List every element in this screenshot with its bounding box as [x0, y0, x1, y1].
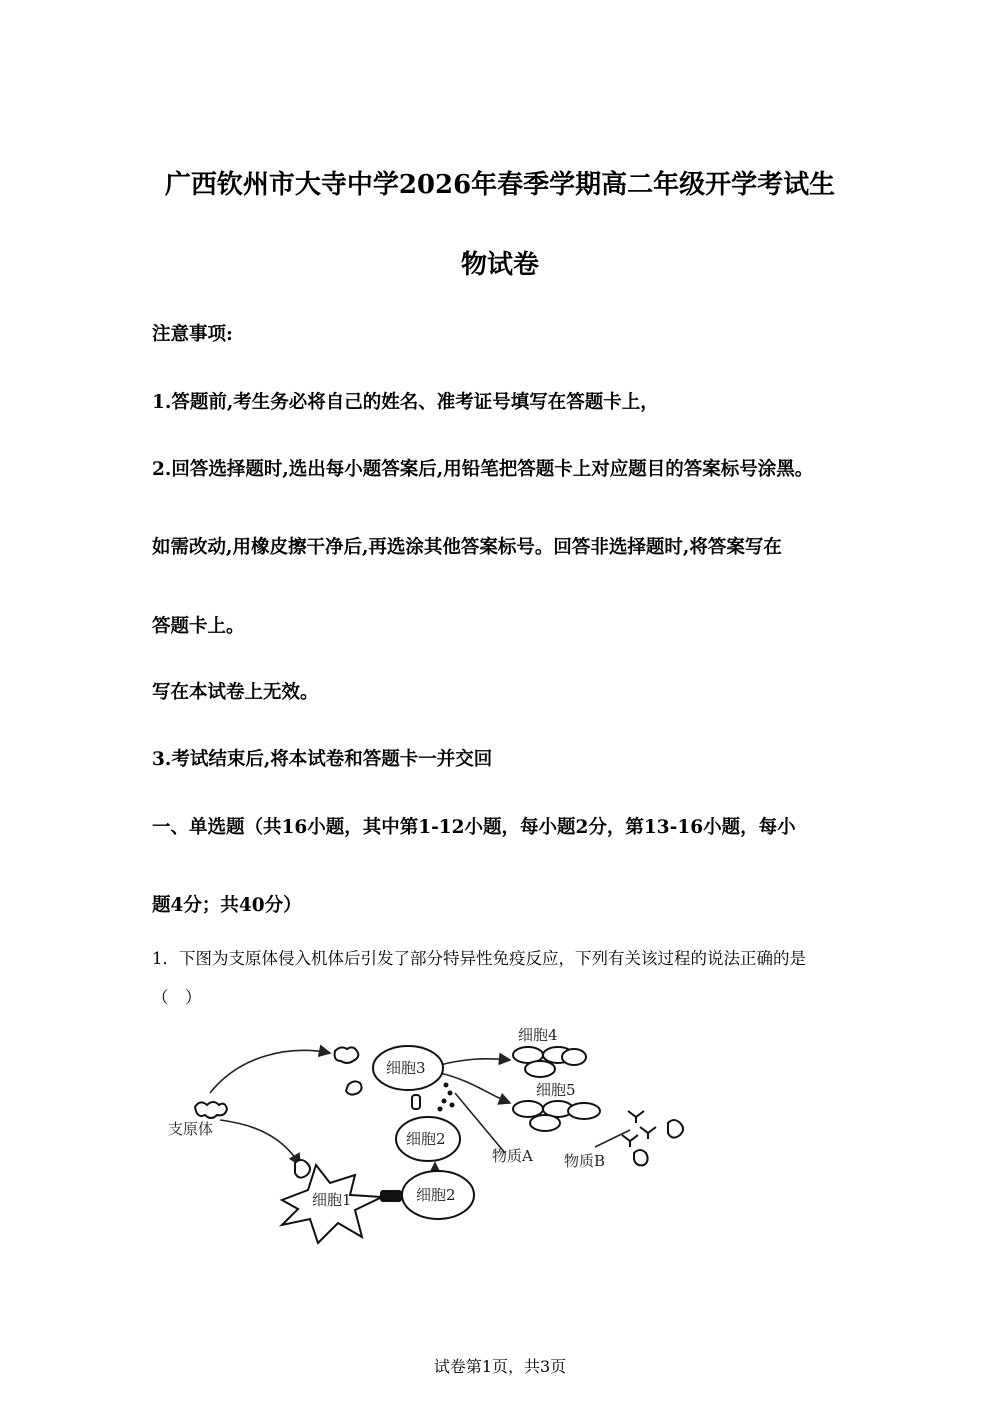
section-heading-line1: 一、单选题（共16小题，其中第1-12小题，每小题2分，第13-16小题，每小 — [152, 817, 796, 838]
page-title-line2: 物试卷 — [460, 250, 539, 280]
notice-item-2-line1: 2.回答选择题时,选出每小题答案后,用铅笔把答题卡上对应题目的答案标号涂黑。 — [152, 459, 814, 480]
cell-5-label: 细胞5 — [536, 1081, 576, 1099]
cell-3-label: 细胞3 — [386, 1059, 426, 1077]
cell-3 — [373, 1046, 443, 1090]
page-title-line1: 广西钦州市大寺中学2026年春季学期高二年级开学考试生 — [164, 170, 836, 200]
cell-2-bottom — [402, 1171, 474, 1219]
antibody-shapes — [622, 1111, 656, 1147]
pathogen-label: 支原体 — [168, 1120, 214, 1138]
notice-item-2-line4: 写在本试卷上无效。 — [152, 682, 319, 703]
pathogen-shape — [195, 1102, 227, 1118]
question-1-text-line1: 1．下图为支原体侵入机体后引发了部分特异性免疫反应，下列有关该过程的说法正确的是 — [152, 949, 806, 968]
synapse-connector — [380, 1190, 402, 1202]
substance-a-label: 物质A — [492, 1147, 533, 1165]
section-heading-line2: 题4分；共40分） — [152, 895, 302, 916]
notice-heading: 注意事项: — [152, 324, 233, 345]
cell-5-cluster — [513, 1101, 600, 1131]
immune-response-figure — [150, 1015, 710, 1245]
cell-2-bottom-label: 细胞2 — [416, 1186, 456, 1204]
page-footer: 试卷第1页，共3页 — [433, 1357, 567, 1376]
notice-item-2-line2: 如需改动,用橡皮擦干净后,再选涂其他答案标号。回答非选择题时,将答案写在 — [152, 537, 782, 558]
notice-item-3: 3.考试结束后,将本试卷和答题卡一并交回 — [152, 749, 493, 770]
cell-2-top-label: 细胞2 — [406, 1130, 446, 1148]
cell-1-label: 细胞1 — [312, 1191, 352, 1209]
receptor-between-cells — [412, 1095, 420, 1109]
notice-item-2-line3: 答题卡上。 — [152, 616, 245, 637]
cytokine-granules — [438, 1083, 455, 1112]
notice-item-1: 1.答题前,考生务必将自己的姓名、准考证号填写在答题卡上， — [152, 392, 659, 413]
antigen-cell1-shape — [295, 1160, 310, 1178]
cell-2-top — [396, 1117, 460, 1161]
cell-4-label: 细胞4 — [518, 1026, 558, 1044]
question-1-text-line2: （ ） — [152, 988, 202, 1007]
cell-4-cluster — [513, 1047, 586, 1077]
substance-b-label: 物质B — [564, 1152, 606, 1170]
antigen-top-shape — [335, 1047, 362, 1094]
